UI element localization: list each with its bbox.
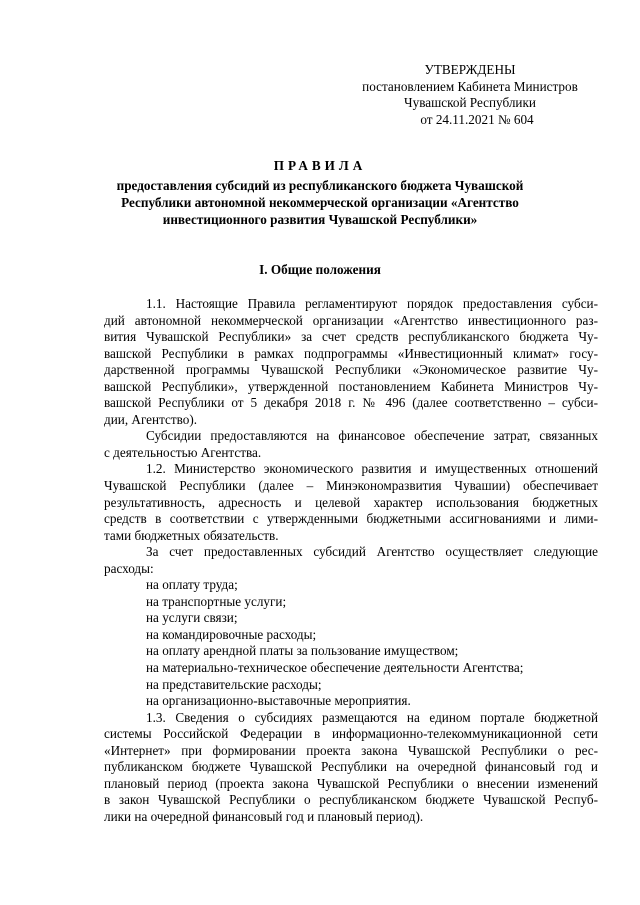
text-line: 1.3. Сведения о субсидиях размещаются на едином портале бюджетной [146, 709, 598, 725]
para-1-1 [104, 296, 598, 428]
text-line: с деятельностью Агентства. [104, 444, 262, 460]
list-item: на командировочные расходы; [146, 626, 317, 642]
text-line: 1.1. Настоящие Правила регламентируют порядок предоставления субси- [146, 296, 598, 311]
text-line: Субсидии предоставляются на финансовое обеспечение затрат, связанных [146, 428, 598, 444]
text-line: дии, Агентство). [104, 411, 198, 427]
para-expenses-intro [104, 544, 598, 577]
document-subtitle [104, 177, 536, 228]
text-line: плановый период (проекта закона Чувашской Республики о внесении изменений [104, 775, 598, 791]
para-1-3 [104, 710, 598, 826]
list-item: на услуги связи; [146, 610, 238, 626]
text-line: лики на очередной финансовый год и плановый период). [104, 808, 424, 824]
text-line: 1.2. Министерство экономического развития и имущественных отношений [146, 461, 598, 477]
approval-resolution: постановлением Кабинета Министров [362, 78, 578, 94]
text-line: тами бюджетных обязательств. [104, 527, 279, 543]
approval-date-number: от 24.11.2021 № 604 [420, 111, 534, 127]
document-body [104, 296, 598, 826]
list-item: на организационно-выставочные мероприятия. [146, 693, 411, 709]
text-line: средств в соответствии с утвержденными бюджетными ассигнованиями и лими- [104, 511, 598, 527]
text-line: системы Российской Федерации в информационно-телекоммуникационной сети [104, 726, 598, 742]
section-heading: I. Общие положения [259, 262, 381, 277]
text-line: Чувашской Республики (далее – Минэкономразвития Чувашии) обеспечивает [104, 478, 598, 494]
text-line: публиканском бюджете Чувашской Республики на очередной финансовый год и [104, 759, 598, 775]
expenses-list [104, 577, 598, 709]
text-line: дарственной программы Чувашской Республики «Экономическое развитие Чу- [104, 362, 598, 378]
text-line: дий автономной некоммерческой организации «Агентство инвестиционного раз- [104, 312, 598, 328]
list-item: на материально-техническое обеспечение деятельности Агентства; [146, 660, 524, 676]
list-item: на транспортные услуги; [146, 593, 287, 609]
approval-block [340, 62, 600, 128]
text-line: За счет предоставленных субсидий Агентство осуществляет следующие [146, 544, 598, 560]
text-line: вашской Республики в рамках подпрограммы «Инвестиционный климат» госу- [104, 345, 598, 361]
approval-status: УТВЕРЖДЕНЫ [424, 62, 516, 77]
subtitle-line: инвестиционного развития Чувашской Республики» [162, 212, 478, 227]
text-line: в закон Чувашской Республики о республиканском бюджете Чувашской Респуб- [104, 792, 598, 808]
para-subsidies-purpose [104, 428, 598, 461]
subtitle-line: предоставления субсидий из республиканского бюджета Чувашской [116, 178, 524, 193]
text-line: результативность, адресность и целевой характер использования бюджетных [104, 494, 598, 510]
text-line: «Интернет» при формировании проекта закона Чувашской Республики о рес- [104, 742, 598, 758]
text-line: вашской Республики от 5 декабря 2018 г. № 496 (далее соответственно – субси- [104, 395, 598, 411]
approval-republic: Чувашской Республики [404, 95, 536, 110]
text-line: вашской Республики», утвержденной постановлением Кабинета Министров Чу- [104, 378, 598, 394]
text-line: вития Чувашской Республики» за счет средств республиканского бюджета Чу- [104, 329, 598, 345]
document-title: ПРАВИЛА [273, 158, 367, 173]
list-item: на оплату труда; [146, 577, 238, 593]
subtitle-line: Республики автономной некоммерческой организации «Агентство [121, 195, 519, 210]
text-line: расходы: [104, 560, 154, 576]
list-item: на оплату арендной платы за пользование имуществом; [146, 643, 459, 659]
list-item: на представительские расходы; [146, 676, 322, 692]
para-1-2 [104, 461, 598, 544]
